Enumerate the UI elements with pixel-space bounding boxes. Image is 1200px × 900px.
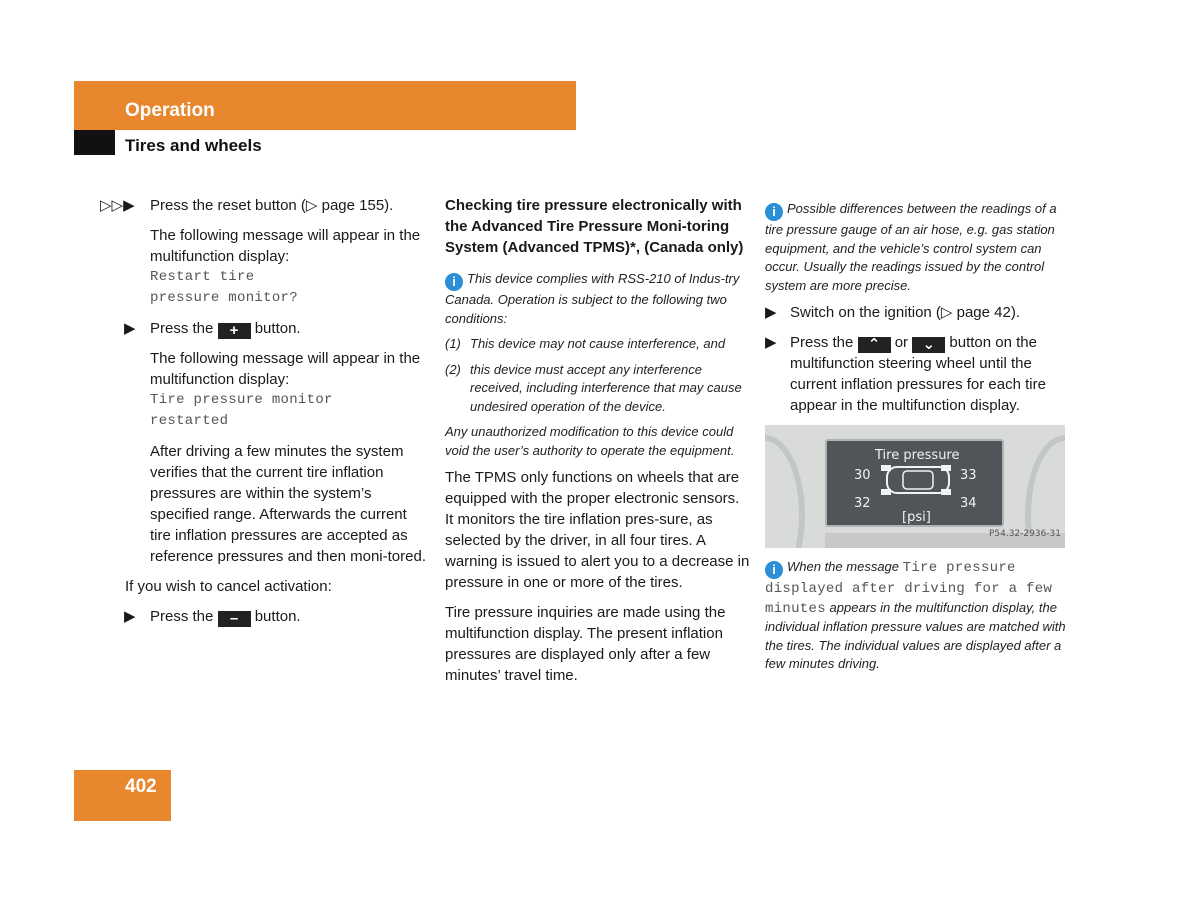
- subsection-title: Tires and wheels: [125, 136, 262, 155]
- pressure-rear-left: 32: [854, 496, 871, 511]
- column-left: [100, 195, 430, 636]
- tire-pressure-display-image: [765, 425, 1065, 548]
- info-icon: i: [445, 273, 463, 291]
- pressure-rear-right: 34: [960, 496, 977, 511]
- continue-marker: ▷▷▶: [100, 197, 135, 214]
- info-icon: i: [765, 203, 783, 221]
- pressure-front-right: 33: [960, 468, 977, 483]
- up-key-icon: ⌃: [858, 337, 891, 353]
- triangle-right-icon: ▶: [765, 334, 777, 351]
- page-number: 402: [125, 776, 157, 797]
- step-plus: ▶ Press the + button.: [124, 320, 301, 339]
- column-middle: [445, 195, 750, 695]
- info-note: i This device complies with RSS-210 of Indus-try Canada. Operation is subject to the following two conditions:: [445, 271, 740, 326]
- section-title: Operation: [125, 100, 215, 121]
- condition-item: (1) This device may not cause interference, and: [445, 336, 726, 351]
- display-title: Tire pressure: [875, 448, 960, 463]
- image-code: P54.32-2936-31: [988, 529, 1061, 539]
- display-message: pressure monitor?: [150, 290, 298, 306]
- down-key-icon: ⌄: [912, 337, 945, 353]
- message-intro: The following message will appear in the multifunction display: Tire pressure monitor restarted: [100, 348, 430, 432]
- after-driving-text: After driving a few minutes the system verifies that the current tire inflation pressures are within the system’s specified range. Afterwards the current tire inflation pressures are accepted as reference pressures and then moni-tored.: [150, 443, 426, 565]
- triangle-right-icon: ▶: [124, 608, 136, 625]
- display-message: Restart tire: [150, 269, 255, 285]
- tpms-paragraph: The TPMS only functions on wheels that are equipped with the proper electronic sensors. It monitors the tire inflation pres-sure, as selected by the driver, in all four tires. A warning is issued to alert you to a decrease in pressure in one or more of the tires.: [445, 469, 750, 591]
- display-message: restarted: [150, 413, 229, 429]
- plus-key-icon: +: [218, 323, 251, 339]
- triangle-right-icon: ▶: [124, 320, 136, 337]
- multifunction-display: [825, 439, 1004, 527]
- step-scroll: ▶ Press the ⌃ or ⌄ button on the multifunction steering wheel until the current inflation pressures for each tire appear in the multifunction display.: [765, 334, 1046, 414]
- pressure-front-left: 30: [854, 468, 871, 483]
- info-icon: i: [765, 561, 783, 579]
- column-right: [765, 200, 1070, 681]
- pressure-unit: [psi]: [902, 510, 931, 525]
- condition-item: (2) this device must accept any interference received, including interference that may cause undesired operation of the device.: [445, 361, 742, 414]
- info-note: i Possible differences between the readings of a tire pressure gauge of an air hose, e.g. gas station equipment, and the vehicle’s control system can occur. Usually the readings issued by the control system are more precise.: [765, 201, 1057, 293]
- section-heading: Checking tire pressure electronically with the Advanced Tire Pressure Moni-toring System (Advanced TPMS)*, (Canada only): [445, 197, 744, 256]
- step-reset: [100, 195, 430, 216]
- modification-note: Any unauthorized modification to this device could void the user’s authority to operate the equipment.: [445, 424, 735, 458]
- step-text: Press the reset button (▷ page 155).: [150, 197, 394, 214]
- display-message: Tire pressure monitor: [150, 392, 333, 408]
- display-message: Tire pressure displayed after driving for a few minutes: [765, 560, 1053, 617]
- message-intro: The following message will appear in the multifunction display: Restart tire pressure monitor?: [100, 225, 430, 309]
- subsection-marker: [74, 130, 115, 155]
- cancel-intro: If you wish to cancel activation:: [125, 578, 332, 595]
- step-ignition: ▶ Switch on the ignition (▷ page 42).: [765, 304, 1021, 321]
- minus-key-icon: –: [218, 611, 251, 627]
- car-outline-icon: [879, 463, 955, 497]
- gauge-rim: [765, 435, 805, 548]
- step-minus: ▶ Press the – button.: [124, 608, 301, 627]
- inquiry-paragraph: Tire pressure inquiries are made using the multifunction display. The present inflation pressures are displayed only after a few minutes’ travel time.: [445, 604, 726, 684]
- triangle-right-icon: ▶: [765, 304, 777, 321]
- info-note: i When the message Tire pressure displayed after driving for a few minutes appears in the multifunction display, the individual inflation pressure values are matched with the tires. The individual values are displayed after a few minutes driving.: [765, 559, 1066, 671]
